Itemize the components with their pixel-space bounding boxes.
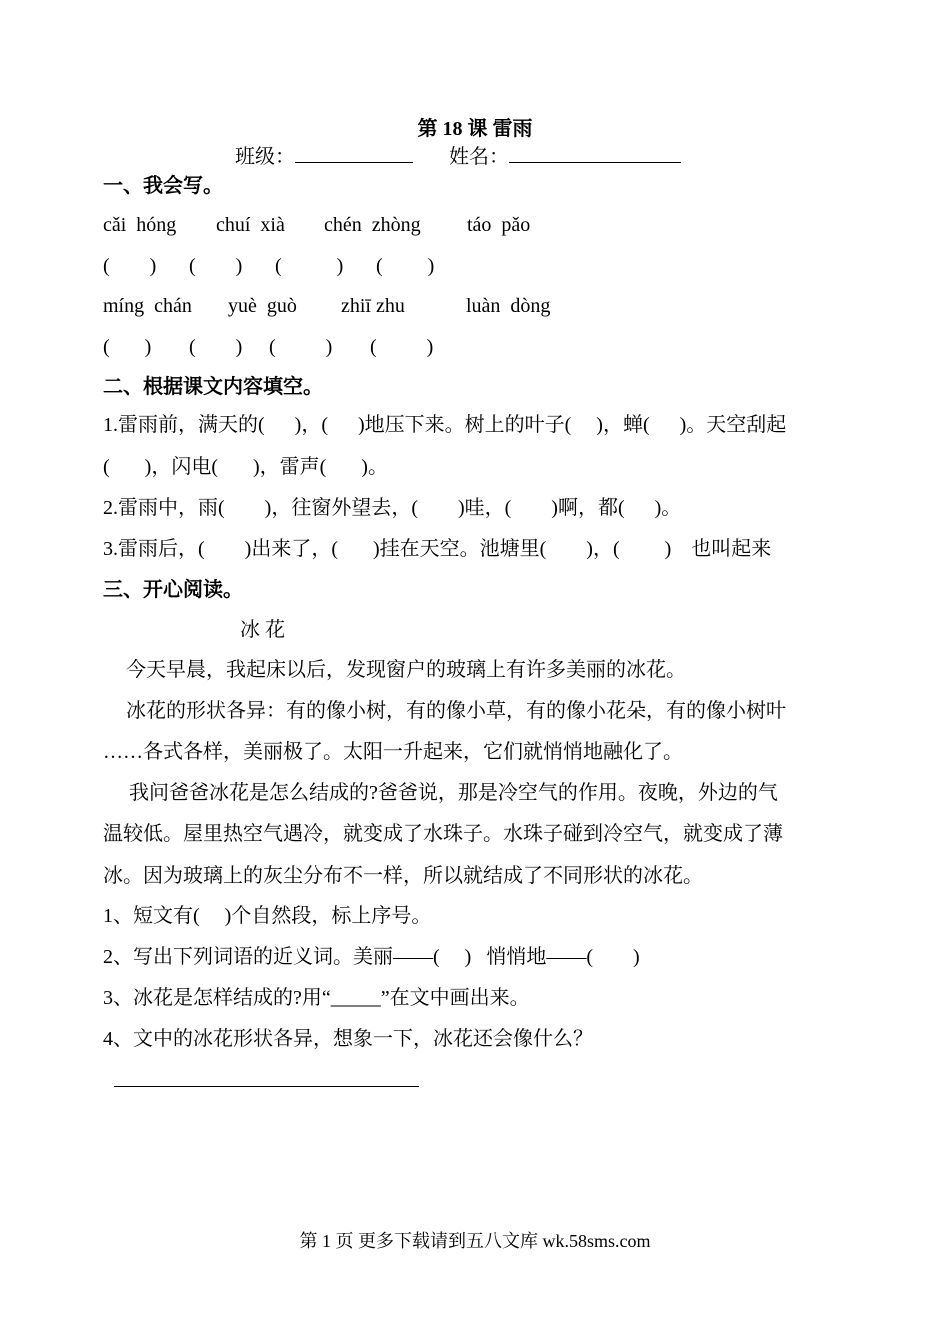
fill-in-line: ( )，闪电( )，雷声( )。 [103,456,388,478]
question: 2、写出下列词语的近义词。美丽——( ) 悄悄地——( ) [103,946,640,968]
fill-in-line: 1.雷雨前，满天的( )，( )地压下来。树上的叶子( )，蝉( )。天空刮起 [103,414,787,436]
answer-blank[interactable]: ( ) [103,255,157,277]
passage-paragraph: ……各式各样，美丽极了。太阳一升起来，它们就悄悄地融化了。 [103,741,683,763]
class-field[interactable] [295,144,413,163]
passage-paragraph: 温较低。屋里热空气遇冷，就变成了水珠子。水珠子碰到冷空气，就变成了薄 [103,823,783,845]
fill-in-line: 2.雷雨中，雨( )，往窗外望去，( )哇，( )啊，都( )。 [103,497,682,519]
answer-blank[interactable]: ( ) [103,336,152,358]
answer-blank[interactable]: ( ) [189,336,243,358]
answer-blank[interactable]: ( ) [275,255,344,277]
pinyin-item: míng chán [103,295,192,317]
pinyin-item: chén zhòng [324,214,421,236]
fill-in-line: 3.雷雨后，( )出来了，( )挂在天空。池塘里( )，( ) 也叫起来 [103,538,772,560]
pinyin-item: luàn dòng [466,295,551,317]
page-title: 第 18 课 雷雨 [417,118,533,140]
passage-paragraph: 冰花的形状各异：有的像小树，有的像小草，有的像小花朵，有的像小树叶 [126,700,786,722]
pinyin-item: yuè guò [228,295,297,317]
name-label: 姓名： [449,146,509,168]
passage-title: 冰 花 [240,619,285,641]
passage-paragraph: 我问爸爸冰花是怎么结成的?爸爸说，那是冷空气的作用。夜晚，外边的气 [129,782,778,804]
student-info-line [235,144,681,169]
answer-blank[interactable]: ( ) [376,255,435,277]
passage-paragraph: 今天早晨，我起床以后，发现窗户的玻璃上有许多美丽的冰花。 [126,659,686,681]
pinyin-item: chuí xià [216,214,285,236]
class-label: 班级： [235,146,295,168]
pinyin-item: táo pǎo [467,214,531,236]
answer-blank[interactable]: ( ) [370,336,434,358]
section-1-heading: 一、我会写。 [103,175,223,197]
passage-paragraph: 冰。因为玻璃上的灰尘分布不一样，所以就结成了不同形状的冰花。 [103,865,703,887]
pinyin-item: cǎi hóng [103,214,177,236]
answer-blank[interactable]: ( ) [189,255,243,277]
answer-blank[interactable]: ( ) [269,336,333,358]
question: 3、冰花是怎样结成的?用“_____”在文中画出来。 [103,987,530,1009]
section-2-heading: 二、根据课文内容填空。 [103,376,323,398]
question: 1、短文有( )个自然段，标上序号。 [103,905,432,927]
answer-line[interactable] [114,1086,419,1087]
pinyin-item: zhiī zhu [341,295,405,317]
section-3-heading: 三、开心阅读。 [103,579,243,601]
page-footer: 第 1 页 更多下载请到五八文库 wk.58sms.com [299,1231,651,1251]
question: 4、文中的冰花形状各异，想象一下，冰花还会像什么？ [103,1028,593,1050]
name-field[interactable] [509,144,681,163]
